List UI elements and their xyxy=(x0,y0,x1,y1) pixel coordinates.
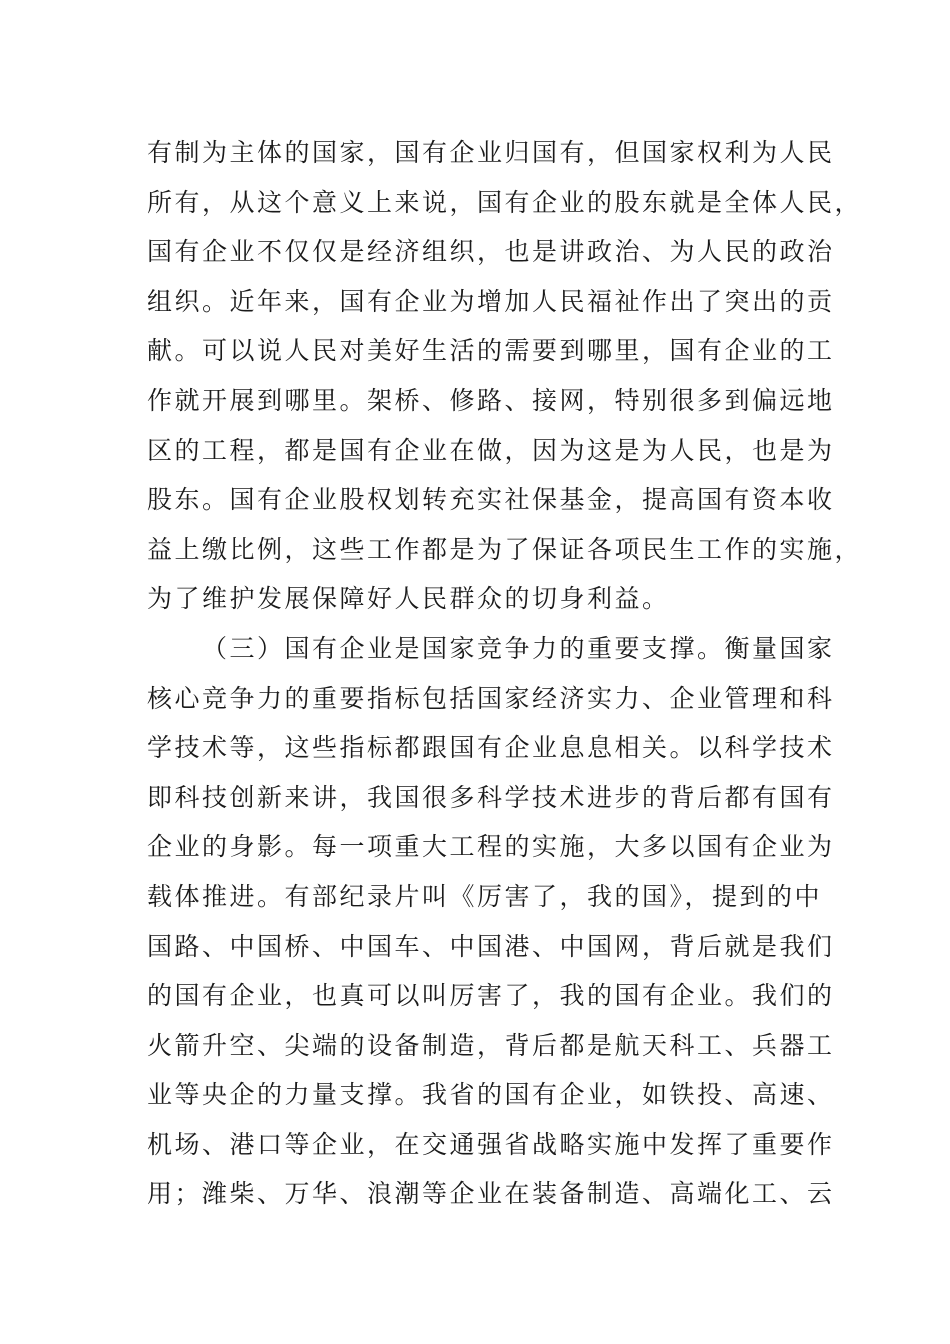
text-line: 学技术等，这些指标都跟国有企业息息相关。以科学技术 xyxy=(147,733,835,763)
text-line: 献。可以说人民对美好生活的需要到哪里，国有企业的工 xyxy=(147,336,835,366)
text-line: 区的工程，都是国有企业在做，因为这是为人民，也是为 xyxy=(147,435,835,465)
text-line: 载体推进。有部纪录片叫《厉害了，我的国》，提到的中 xyxy=(147,881,823,911)
text-line: 有制为主体的国家，国有企业归国有，但国家权利为人民 xyxy=(147,138,835,167)
text-line: 组织。近年来，国有企业为增加人民福祉作出了突出的贡 xyxy=(147,286,835,316)
text-line: 国有企业不仅仅是经济组织，也是讲政治、为人民的政治 xyxy=(147,237,835,267)
text-line: 益上缴比例，这些工作都是为了保证各项民生工作的实施， xyxy=(147,534,863,564)
text-line: 用；潍柴、万华、浪潮等企业在装备制造、高端化工、云 xyxy=(147,1179,835,1209)
text-line: 国路、中国桥、中国车、中国港、中国网，背后就是我们 xyxy=(147,931,835,961)
body-text xyxy=(147,128,863,1219)
text-line: 股东。国有企业股权划转充实社保基金，提高国有资本收 xyxy=(147,485,835,515)
text-line: 机场、港口等企业，在交通强省战略实施中发挥了重要作 xyxy=(147,1129,835,1159)
text-line: 的国有企业，也真可以叫厉害了，我的国有企业。我们的 xyxy=(147,981,835,1011)
text-line: 所有，从这个意义上来说，国有企业的股东就是全体人民， xyxy=(147,187,863,217)
text-line: 企业的身影。每一项重大工程的实施，大多以国有企业为 xyxy=(147,832,835,862)
section-heading-line: （三）国有企业是国家竞争力的重要支撑。衡量国家 xyxy=(202,633,835,663)
text-line: 为了维护发展保障好人民群众的切身利益。 xyxy=(147,584,670,614)
text-line: 业等央企的力量支撑。我省的国有企业，如铁投、高速、 xyxy=(147,1080,835,1110)
text-line: 作就开展到哪里。架桥、修路、接网，特别很多到偏远地 xyxy=(147,385,835,415)
text-line: 核心竞争力的重要指标包括国家经济实力、企业管理和科 xyxy=(147,683,835,713)
text-line: 即科技创新来讲，我国很多科学技术进步的背后都有国有 xyxy=(147,782,835,812)
text-line: 火箭升空、尖端的设备制造，背后都是航天科工、兵器工 xyxy=(147,1030,835,1060)
